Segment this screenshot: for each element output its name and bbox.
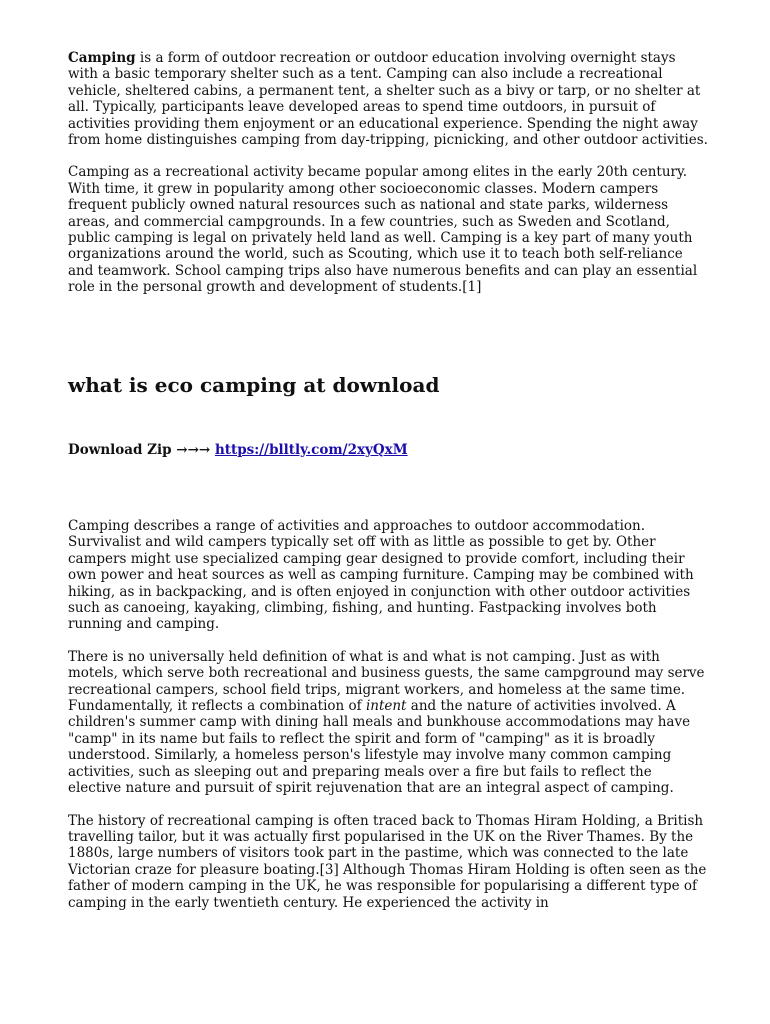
body-paragraph-4 (68, 649, 708, 797)
intro-section (68, 50, 708, 312)
emphasis-intent: intent (365, 698, 407, 715)
body-paragraph-5: The history of recreational camping is often traced back to Thomas Hiram Holding, a British travelling tailor, but it was actually first popularised in the UK on the River Thames. By the 1880s, large numbers of visitors took part in the pastime, which was connected to the late Victorian craze for pleasure boating.[3] Although Thomas Hiram Holding is often seen as the father of modern camping in the UK, he was responsible for popularising a different type of camping in the early twentieth century. He experienced the activity in (68, 812, 707, 911)
download-line (68, 442, 408, 458)
body-paragraph-4-part-a: There is no universally held definition of what is and what is not camping. Just as with motels, which serve both recreational and business guests, the same campground may serve recreational campers, school field trips, migrant workers, and homeless at the same time. Fundamentally, it reflects a combination of (68, 648, 705, 715)
download-link[interactable]: https://blltly.com/2xyQxM (214, 442, 408, 458)
body-section (68, 518, 708, 927)
intro-paragraph-1-text: is a form of outdoor recreation or outdoor education involving overnight stays with a basic temporary shelter such as a tent. Camping can also include a recreational vehicle, sheltered cabins, a permanent tent, a shelter such as a bivy or tarp, or no shelter at all. Typically, participants leave developed areas to spend time outdoors, in pursuit of activities providing them enjoyment or an educational experience. Spending the night away from home distinguishes camping from day-tripping, picnicking, and other outdoor activities. (68, 50, 708, 149)
intro-paragraph-1 (68, 50, 708, 148)
body-paragraph-3: Camping describes a range of activities and approaches to outdoor accommodation. Survivalist and wild campers typically set off with as little as possible to get by. Other campers might use specialized camping gear designed to provide comfort, including their own power and heat sources as well as camping furniture. Camping may be combined with hiking, as in backpacking, and is often enjoyed in conjunction with other outdoor activities such as canoeing, kayaking, climbing, fishing, and hunting. Fastpacking involves both running and camping. (68, 518, 694, 633)
page-heading: what is eco camping at download (68, 373, 440, 397)
lead-term: Camping (68, 50, 136, 66)
body-paragraph-4-part-b: and the nature of activities involved. A children's summer camp with dining hall meals and bunkhouse accommodations may have "camp" in its name but fails to reflect the spirit and form of "camping" as it is broadly understood. Similarly, a homeless person's lifestyle may involve many common camping activities, such as sleeping out and preparing meals over a fire but fails to reflect the elective nature and pursuit of spirit rejuvenation that are an integral aspect of camping. (68, 698, 691, 797)
download-label: Download Zip →→→ (68, 442, 215, 458)
intro-paragraph-2: Camping as a recreational activity became popular among elites in the early 20th century. With time, it grew in popularity among other socioeconomic classes. Modern campers frequent publicly owned natural resources such as national and state parks, wilderness areas, and commercial campgrounds. In a few countries, such as Sweden and Scotland, public camping is legal on privately held land as well. Camping is a key part of many youth organizations around the world, such as Scouting, which use it to teach both self-reliance and teamwork. School camping trips also have numerous benefits and can play an essential role in the personal growth and development of students.[1] (68, 164, 698, 296)
